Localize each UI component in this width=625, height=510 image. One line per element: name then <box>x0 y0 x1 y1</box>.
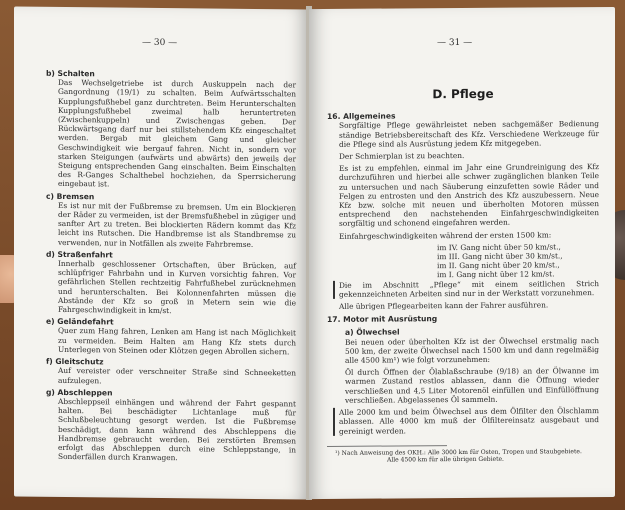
footnote: Alle 4500 km für alle übrigen Gebiete. <box>387 455 504 464</box>
section-text: Abschleppseil einhängen und während der Fahrt gespannt halten. Bei beschädigter Lichtanlage muß für Schlußbeleuchtung gesorgt werden. Ist die Fußbremse beschädigt, dann kann während des Abschleppens die Handbremse gebraucht werden. Bei zerstörten Bremsen erfolgt das Abschleppen durch eine Schleppstange, in Sonderfällen durch Kranwagen. <box>58 396 296 463</box>
left-page-content <box>46 67 296 467</box>
section-text: Auf vereister oder verschneiter Straße sind Schneeketten aufzulegen. <box>58 366 296 385</box>
gear-speed-item: im II. Gang nicht über 20 km/st., <box>437 260 560 271</box>
section-text: Innerhalb geschlossener Ortschaften, über Brücken, auf schlüpfriger Fahrbahn und in Kurven vorsichtig fahren. Vor gefährlichen Stellen rechtzeitig Fahrfußhebel zurücknehmen und herunterschalten. Bei Kolonnenfahrten müssen die Abstände der Kfz so groß in Metern sein wie die Fahrgeschwindigkeit in km/st. <box>58 258 296 316</box>
gear-speed-item: im IV. Gang nicht über 50 km/st., <box>437 242 561 253</box>
page-number-left: — 30 — <box>142 37 178 49</box>
section-text: Es ist nur mit der Fußbremse zu bremsen. Um ein Blockieren der Räder zu vermeiden, ist der Bremsfußhebel in zügiger und sanfter Art zu treten. Bei blockierten Rädern kommt das Kfz leicht ins Rutschen. Die Handbremse ist als Standbremse zu verwenden, nur in Notfällen als zweite Fahrbremse. <box>58 200 296 249</box>
subsection-heading: a) Ölwechsel <box>345 327 400 338</box>
workshop-note: Die im Abschnitt „Pflege“ mit einem seitlichen Strich gekennzeichneten Arbeiten sind nur in der Werkstatt vorzunehmen. <box>333 279 599 299</box>
right-page-content <box>327 67 599 465</box>
paragraph: Es ist zu empfehlen, einmal im Jahr eine Grundreinigung des Kfz durchzuführen und hierbei alle schwer zugänglichen blanken Teile zu untersuchen und nach Säuberung einzufetten sowie Räder und Felgen zu entrosten und den Anstrich des Kfz auszubessern. Neue Kfz bzw. solche mit neuen und überholten Motoren müssen entsprechend den nachstehenden Einfahrgeschwindigkeiten sorgfältig und schonend eingefahren werden. <box>339 162 599 229</box>
section-heading: e) Geländefahrt <box>46 317 114 327</box>
paragraph: Alle übrigen Pflegearbeiten kann der Fahrer ausführen. <box>339 300 549 311</box>
footnote: ¹) Nach Anweisung des OKH.: Alle 3000 km für Osten, Tropen und Staubgebiete. <box>335 447 582 457</box>
paragraph: Öl durch Öffnen der Ölablaßschraube (9/18) an der Ölwanne im warmen Zustand restlos ablassen, dann die Öffnung wieder verschließen und 4,5 Liter Motorenöl einfüllen und Einfüllöffnung verschließen. Abgelassenes Öl sammeln. <box>345 366 599 405</box>
section-heading: 17. Motor mit Ausrüstung <box>327 314 438 325</box>
right-page <box>309 7 615 499</box>
section-heading: d) Straßenfahrt <box>46 249 113 260</box>
section-heading: f) Gleitschutz <box>46 356 104 367</box>
paragraph: Sorgfältige Pflege gewährleistet neben sachgemäßer Bedienung ständige Betriebsbereitschaft des Kfz. Verschiedene Werkzeuge für die Pflege sind als Ausrüstung jedem Kfz mitgegeben. <box>339 119 599 149</box>
section-heading: 16. Allgemeines <box>327 111 396 122</box>
workshop-note: Alle 2000 km und beim Ölwechsel aus dem Ölfilter den Ölschlamm ablassen. Alle 4000 km muß der Ölfiltereinsatz ausgebaut und gereinigt werden. <box>333 406 599 435</box>
section-heading: c) Bremsen <box>46 191 95 201</box>
gear-speed-item: im III. Gang nicht über 30 km/st., <box>437 251 563 262</box>
page-number-right: — 31 — <box>437 37 473 49</box>
left-page <box>14 6 309 499</box>
gear-speed-item: im I. Gang nicht über 12 km/st. <box>437 269 555 280</box>
paragraph: Der Schmierplan ist zu beachten. <box>339 150 465 161</box>
gear-speed-list <box>437 242 599 280</box>
section-text: Quer zum Hang fahren, Lenken am Hang ist nach Möglichkeit zu vermeiden. Beim Halten am Hang Kfz stets durch Unterlegen von Steinen oder Klötzen gegen Abrollen sichern. <box>58 326 296 357</box>
section-heading: b) Schalten <box>46 68 95 79</box>
paragraph: Einfahrgeschwindigkeiten während der ersten 1500 km: <box>339 230 552 241</box>
section-text: Das Wechselgetriebe ist durch Auskuppeln nach der Gangordnung (19/1) zu schalten. Beim Aufwärtsschalten Kupplungsfußhebel ganz durchtreten. Beim Herunterschalten Kupplungsfußhebel zweimal halb heruntertreten (Zwischenkuppeln) und Zwischengas geben. Der Rückwärtsgang darf nur bei stillstehendem Kfz eingeschaltet werden. Bergab mit gleichem Gang und gleicher Geschwindigkeit wie bergauf fahren. Nicht in, sondern vor starken Steigungen (aufwärts und abwärts) den jeweils der Steigung entsprechenden Gang einschalten. Beim Einschalten des R-Ganges Schalthebel hochziehen, da Sperrsicherung eingebaut ist. <box>58 78 296 189</box>
chapter-title: D. Pflege <box>432 86 494 102</box>
paragraph: Bei neuen oder überholten Kfz ist der Ölwechsel erstmalig nach 500 km, der zweite Ölwechsel nach 1500 km und dann regelmäßig alle 4500 km¹) wie folgt vorzunehmen: <box>345 335 599 365</box>
section-heading: g) Abschleppen <box>46 387 113 398</box>
